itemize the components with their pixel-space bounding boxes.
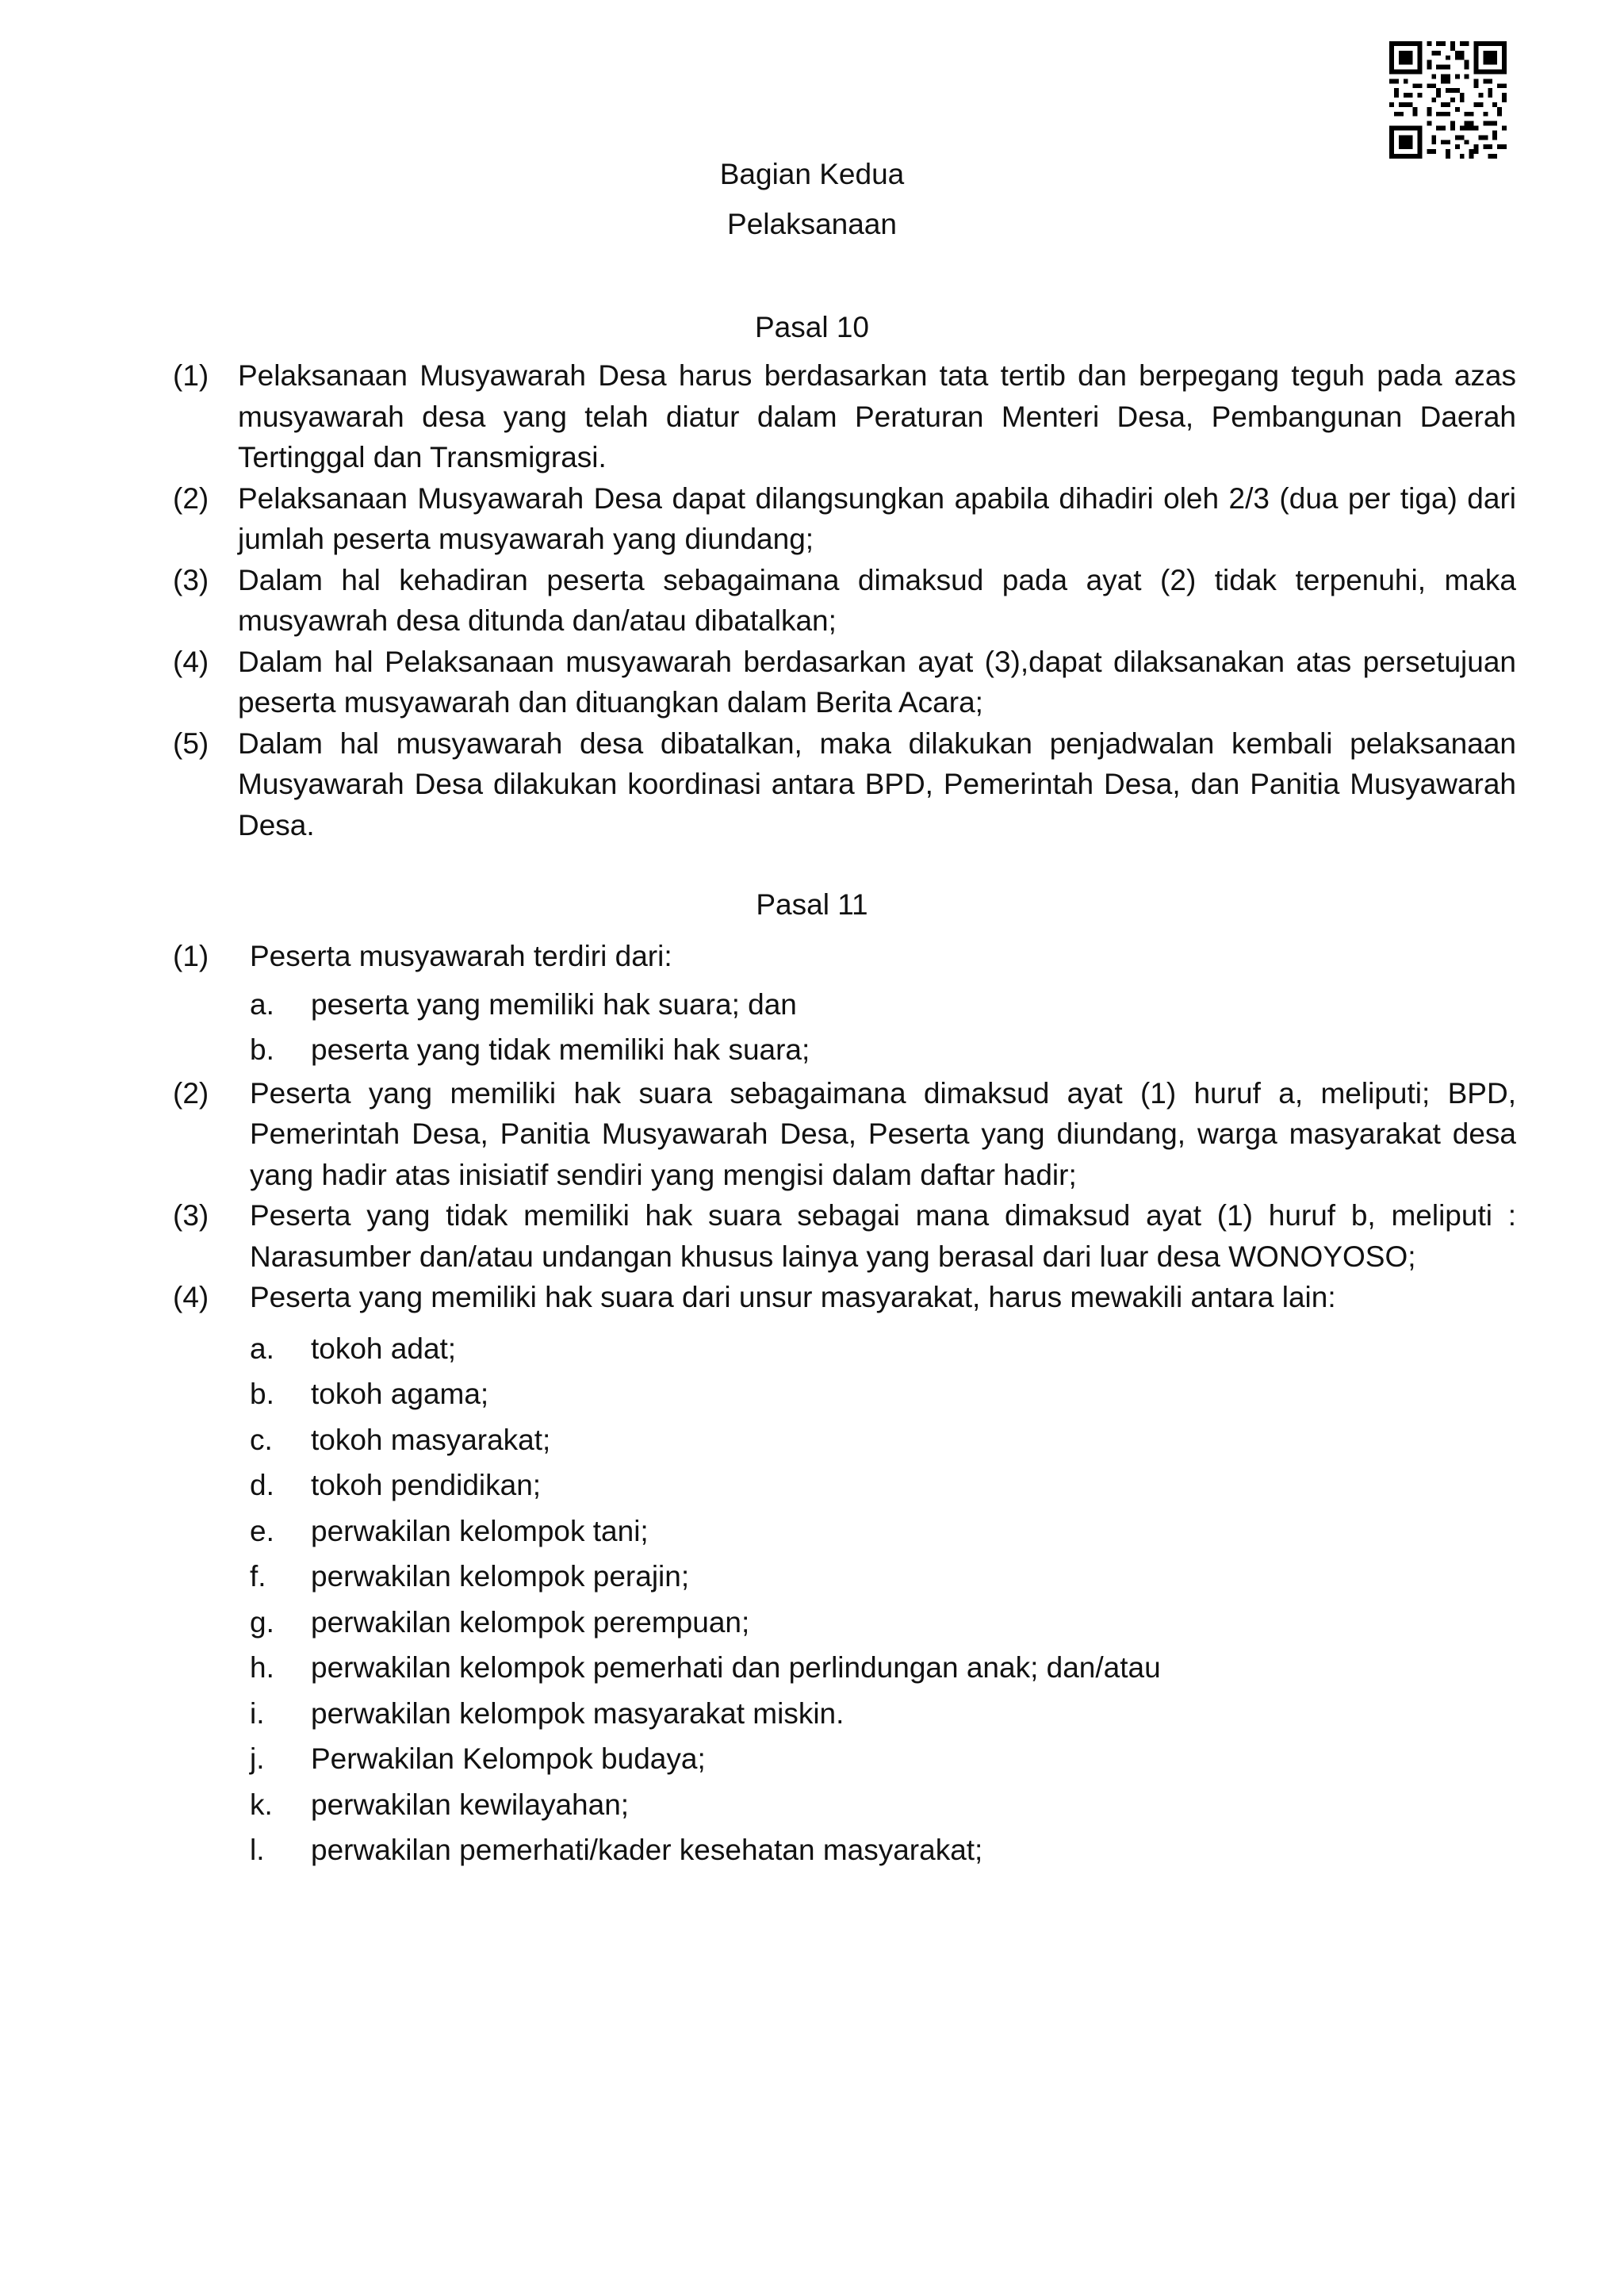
list-item-text: peserta yang tidak memiliki hak suara; [311,1033,810,1066]
list-item [173,1600,1516,1646]
ayat-text: Dalam hal kehadiran peserta sebagaimana dimaksud pada ayat (2) tidak terpenuhi, maka musyawrah desa ditunda dan/atau dibatalkan; [238,563,1516,637]
list-item [173,1326,1516,1372]
list-item [173,982,1516,1028]
list-letter: g. [250,1605,274,1639]
ayat-text: Dalam hal Pelaksanaan musyawarah berdasarkan ayat (3),dapat dilaksanakan atas persetujuan peserta musyawarah dan dituangkan dalam Berita Acara; [238,645,1516,719]
pasal-11-body [173,936,1516,1873]
list-letter: b. [250,1033,274,1066]
ayat-number: (5) [173,726,209,760]
list-letter: d. [250,1469,274,1501]
ayat-number: (4) [173,1281,209,1313]
pasal-10-body [173,355,1516,845]
list-item [173,1691,1516,1737]
list-item-text: perwakilan kelompok perempuan; [311,1605,750,1639]
list-letter: b. [250,1378,274,1410]
qr-code-icon [1389,41,1507,159]
ayat-1-sublist [173,982,1516,1073]
list-item-text: peserta yang memiliki hak suara; dan [311,987,797,1021]
ayat-4-sublist [173,1326,1516,1873]
list-item-text: perwakilan kelompok pemerhati dan perlindungan anak; dan/atau [311,1651,1161,1684]
list-item-text: Perwakilan Kelompok budaya; [311,1742,706,1775]
pasal-10-ayat-5 [173,723,1516,846]
ayat-text: Peserta yang memiliki hak suara sebagaimana dimaksud ayat (1) huruf a, meliputi; BPD, Pemerintah Desa, Panitia Musyawarah Desa, Peserta yang diundang, warga masyarakat desa yang hadir atas inisiatif sendiri yang mengisi dalam daftar hadir; [250,1076,1516,1191]
section-title: Pelaksanaan [727,208,897,240]
list-item-text: tokoh masyarakat; [311,1423,551,1456]
list-letter: j. [250,1742,265,1775]
pasal-10-title: Pasal 10 [755,311,869,343]
list-item-text: perwakilan kewilayahan; [311,1788,630,1821]
list-item [173,1027,1516,1073]
list-item [173,1371,1516,1417]
list-item-text: perwakilan pemerhati/kader kesehatan masyarakat; [311,1834,983,1866]
list-item [173,1827,1516,1873]
list-item [173,1782,1516,1828]
list-item-text: perwakilan kelompok tani; [311,1514,649,1547]
ayat-number: (2) [173,481,209,515]
ayat-text: Peserta yang memiliki hak suara dari unsur masyarakat, harus mewakili antara lain: [250,1281,1336,1313]
pasal-10-ayat-3 [173,560,1516,642]
list-letter: c. [250,1423,273,1456]
ayat-text: Peserta yang tidak memiliki hak suara sebagai mana dimaksud ayat (1) huruf b, meliputi : Narasumber dan/atau undangan khusus lainya yang berasal dari luar desa WONOYOSO; [250,1199,1516,1273]
list-letter: i. [250,1696,265,1730]
list-letter: e. [250,1514,274,1547]
ayat-number: (1) [173,359,209,392]
list-letter: a. [250,1332,274,1365]
list-letter: a. [250,987,274,1021]
ayat-text: Pelaksanaan Musyawarah Desa harus berdasarkan tata tertib dan berpegang teguh pada azas musyawarah desa yang telah diatur dalam Peraturan Menteri Desa, Pembangunan Daerah Tertinggal dan Transmigrasi. [238,359,1516,473]
list-item-text: perwakilan kelompok masyarakat miskin. [311,1696,845,1730]
ayat-text: Dalam hal musyawarah desa dibatalkan, maka dilakukan penjadwalan kembali pelaksanaan Musyawarah Desa dilakukan koordinasi antara BPD, Pemerintah Desa, dan Panitia Musyawarah Desa. [238,726,1516,841]
section-heading: Bagian Kedua [719,158,905,190]
list-letter: k. [250,1788,273,1821]
ayat-number: (1) [173,940,209,972]
list-letter: l. [250,1834,265,1866]
list-item-text: tokoh adat; [311,1332,457,1365]
list-item [173,1417,1516,1463]
qr-code [1389,41,1507,159]
ayat-text: Pelaksanaan Musyawarah Desa dapat dilangsungkan apabila dihadiri oleh 2/3 (dua per tiga) dari jumlah peserta musyawarah yang diundang; [238,481,1516,555]
pasal-11-ayat-3 [173,1195,1516,1277]
list-item [173,1554,1516,1600]
ayat-number: (2) [173,1076,209,1110]
pasal-11-title: Pasal 11 [756,888,868,921]
pasal-10-ayat-2 [173,478,1516,560]
ayat-number: (4) [173,645,209,678]
list-item-text: tokoh pendidikan; [311,1469,542,1501]
pasal-10-ayat-4 [173,642,1516,723]
ayat-text: Peserta musyawarah terdiri dari: [250,940,672,972]
list-item [173,1736,1516,1782]
pasal-11-ayat-1 [173,936,1516,977]
pasal-11-ayat-4 [173,1277,1516,1318]
list-letter: f. [250,1560,266,1593]
list-letter: h. [250,1651,274,1684]
list-item-text: tokoh agama; [311,1378,489,1410]
pasal-11-ayat-2 [173,1073,1516,1196]
pasal-10-ayat-1 [173,355,1516,478]
ayat-number: (3) [173,563,209,596]
ayat-number: (3) [173,1199,209,1232]
list-item-text: perwakilan kelompok perajin; [311,1560,690,1593]
list-item [173,1645,1516,1691]
list-item [173,1462,1516,1508]
list-item [173,1508,1516,1554]
